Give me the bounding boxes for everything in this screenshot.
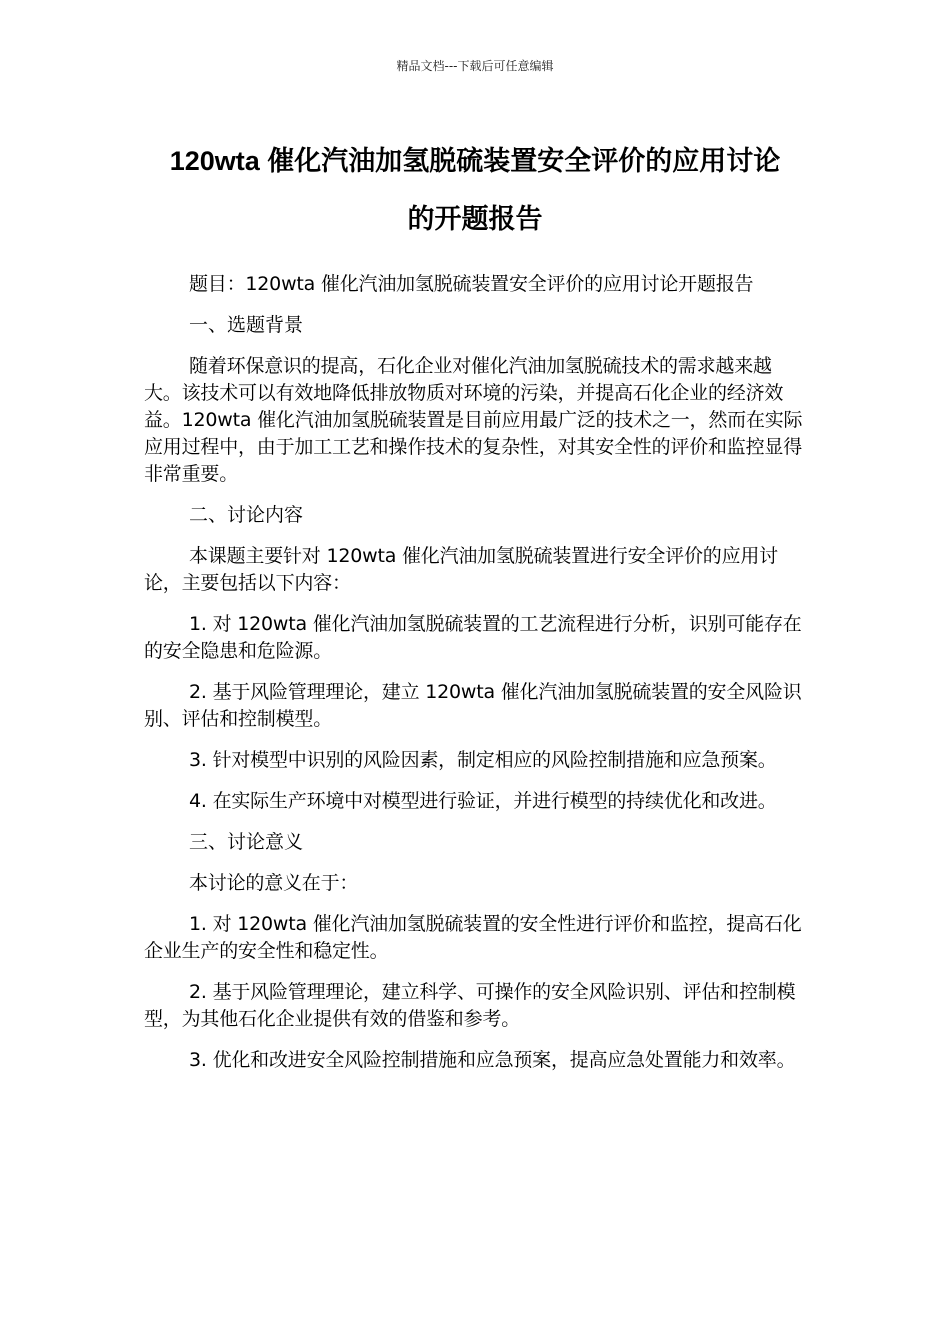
page-header: 精品文档---下载后可任意编辑 [396,59,554,73]
significance-list-item: 3. 优化和改进安全风险控制措施和应急预案，提高应急处置能力和效率。 [189,1049,796,1071]
content-list-item: 2. 基于风险管理理论，建立 120wta 催化汽油加氢脱硫装置的安全风险识别、评估和控制模型。 [144,681,802,730]
significance-list-item: 2. 基于风险管理理论，建立科学、可操作的安全风险识别、评估和控制模型，为其他石化企业提供有效的借鉴和参考。 [144,981,796,1030]
topic-paragraph: 题目：120wta 催化汽油加氢脱硫装置安全评价的应用讨论开题报告 [189,273,754,295]
content-intro-paragraph: 本课题主要针对 120wta 催化汽油加氢脱硫装置进行安全评价的应用讨论，主要包括以下内容： [144,545,778,594]
content-list-item: 4. 在实际生产环境中对模型进行验证，并进行模型的持续优化和改进。 [189,790,777,812]
document-title-line-2: 的开题报告 [407,204,543,234]
content-list-item: 1. 对 120wta 催化汽油加氢脱硫装置的工艺流程进行分析，识别可能存在的安全隐患和危险源。 [144,613,802,662]
section-heading-content: 二、讨论内容 [189,504,304,526]
document-body [144,271,808,1088]
significance-list-item: 1. 对 120wta 催化汽油加氢脱硫装置的安全性进行评价和监控，提高石化企业生产的安全性和稳定性。 [144,913,802,962]
section-heading-significance: 三、讨论意义 [189,831,304,853]
background-paragraph: 随着环保意识的提高，石化企业对催化汽油加氢脱硫技术的需求越来越大。该技术可以有效地降低排放物质对环境的污染，并提高石化企业的经济效益。120wta 催化汽油加氢脱硫装置是目前应用最广泛的技术之一，然而在实际应用过程中，由于加工工艺和操作技术的复杂性，对其安全性的评价和监控显得非常重要。 [144,355,803,485]
document-title-line-1: 120wta 催化汽油加氢脱硫装置安全评价的应用讨论 [169,146,781,176]
section-heading-background: 一、选题背景 [189,314,304,336]
document-title [140,132,810,248]
significance-intro-paragraph: 本讨论的意义在于： [189,872,359,894]
content-list-item: 3. 针对模型中识别的风险因素，制定相应的风险控制措施和应急预案。 [189,749,777,771]
